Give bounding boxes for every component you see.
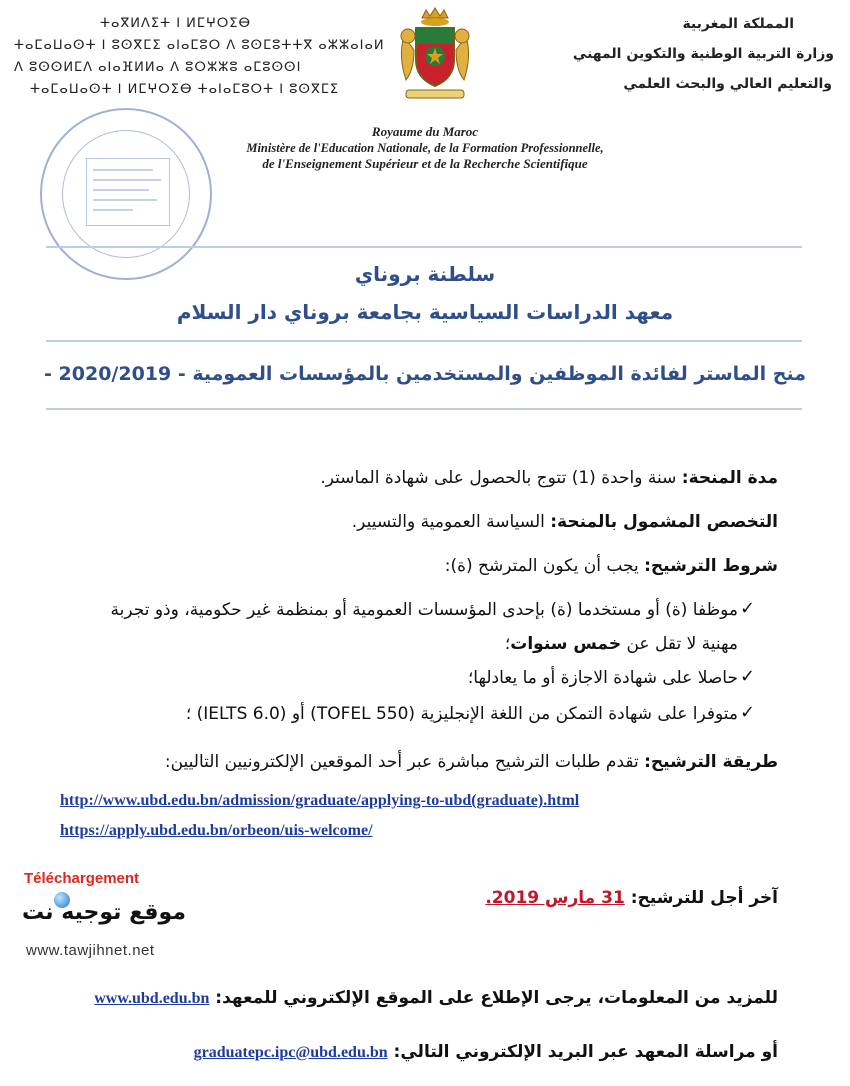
tifinagh-line-2: ⵜⴰⵎⴰⵡⴰⵙⵜ ⵏ ⵓⵙⴳⵎⵉ ⴰⵏⴰⵎⵓⵔ ⴷ ⵓⵙⵎⵓⵜⵜⴳ ⴰⵣⵣⴰⵏⴰⵍ [14,38,385,53]
check-icon: ✓ [740,598,756,619]
arabic-header-line-3: والتعليم العالي والبحث العلمي [623,76,832,92]
conditions-label: شروط الترشيح: [644,556,778,576]
watermark-site-url: www.tawjihnet.net [26,942,155,959]
condition-1-end: ؛ [504,634,511,654]
condition-2: حاصلا على شهادة الاجازة أو ما يعادلها؛ [467,668,738,688]
tifinagh-line-4: ⵜⴰⵎⴰⵡⴰⵙⵜ ⵏ ⵍⵎⵖⵔⵉⴱ ⵜⴰⵏⴰⵎⵓⵔⵜ ⵏ ⵓⵙⴳⵎⵉ [30,82,340,97]
check-icon: ✓ [740,702,756,723]
arabic-header-line-2: وزارة التربية الوطنية والتكوين المهني [572,46,834,62]
method-line [165,752,778,772]
duration-value: سنة واحدة (1) تتوج بالحصول على شهادة الماستر. [320,468,682,488]
divider-middle [46,340,802,342]
duration-label: مدة المنحة: [681,468,778,488]
email-text: أو مراسلة المعهد عبر البريد الإلكتروني التالي: [387,1042,778,1062]
application-link-2[interactable]: https://apply.ubd.edu.bn/orbeon/uis-welcome/ [60,822,373,839]
watermark-site-name: موقع توجيه نت [22,900,186,925]
application-link-1[interactable]: http://www.ubd.edu.bn/admission/graduate/applying-to-ubd(graduate).html [60,792,580,809]
check-icon: ✓ [740,666,756,687]
divider-top [46,246,802,248]
specialty-value: السياسة العمومية والتسيير. [351,512,551,532]
deadline-value: 31 مارس 2019. [485,888,625,908]
deadline-label: آخر أجل للترشيح: [624,888,778,908]
email-line [194,1042,778,1062]
coat-of-arms-icon [392,6,478,104]
conditions-value: يجب أن يكون المترشح (ة): [444,556,645,576]
french-header-line-3: de l'Enseignement Supérieur et de la Recherche Scientifique [262,156,588,171]
condition-3: متوفرا على شهادة التمكن من اللغة الإنجليزية (TOFEL 550) أو (IELTS 6.0) ؛ [185,704,738,724]
tifinagh-line-1: ⵜⴰⴳⵍⴷⵉⵜ ⵏ ⵍⵎⵖⵔⵉⴱ [100,16,252,31]
deadline-line [485,888,778,908]
condition-1-years: خمس سنوات [510,634,622,654]
arabic-header-line-1: المملكة المغربية [682,16,794,32]
condition-1-line-2 [505,634,738,654]
specialty-label: التخصص المشمول بالمنحة: [550,512,778,532]
institute-email-link[interactable]: graduatepc.ipc@ubd.edu.bn [193,1044,388,1061]
title-country: سلطنة بروناي [354,262,496,286]
title-program: منح الماستر لفائدة الموظفين والمستخدمين بالمؤسسات العمومية - 2020/2019 - [44,363,806,385]
french-header-line-2: Ministère de l'Education Nationale, de la Formation Professionnelle, [246,141,604,155]
title-institute: معهد الدراسات السياسية بجامعة بروناي دار السلام [176,300,674,324]
method-label: طريقة الترشيح: [644,752,778,772]
institute-website-link[interactable]: www.ubd.edu.bn [94,990,210,1007]
condition-1-line-1: موظفا (ة) أو مستخدما (ة) بإحدى المؤسسات العمومية أو بمنظمة غير حكومية، وذو تجربة [110,600,738,620]
divider-bottom [46,408,802,410]
method-value: تقدم طلبات الترشيح مباشرة عبر أحد الموقعين الإلكترونيين التاليين: [164,752,645,772]
more-info-line [94,988,778,1008]
condition-1-text: مهنية لا تقل عن [621,634,738,654]
more-info-text: للمزيد من المعلومات، يرجى الإطلاع على الموقع الإلكتروني للمعهد: [209,988,778,1008]
specialty-line [352,512,778,532]
duration-line [320,468,778,488]
official-stamp [40,108,212,280]
tifinagh-line-3: ⴷ ⵓⵙⵙⵍⵎⴷ ⴰⵏⴰⴼⵍⵍⴰ ⴷ ⵓⵔⵣⵣⵓ ⴰⵎⵓⵙⵙⵏ [14,60,302,75]
watermark-download: Téléchargement [24,870,140,887]
conditions-line [445,556,778,576]
french-header-line-1: Royaume du Maroc [371,124,479,139]
